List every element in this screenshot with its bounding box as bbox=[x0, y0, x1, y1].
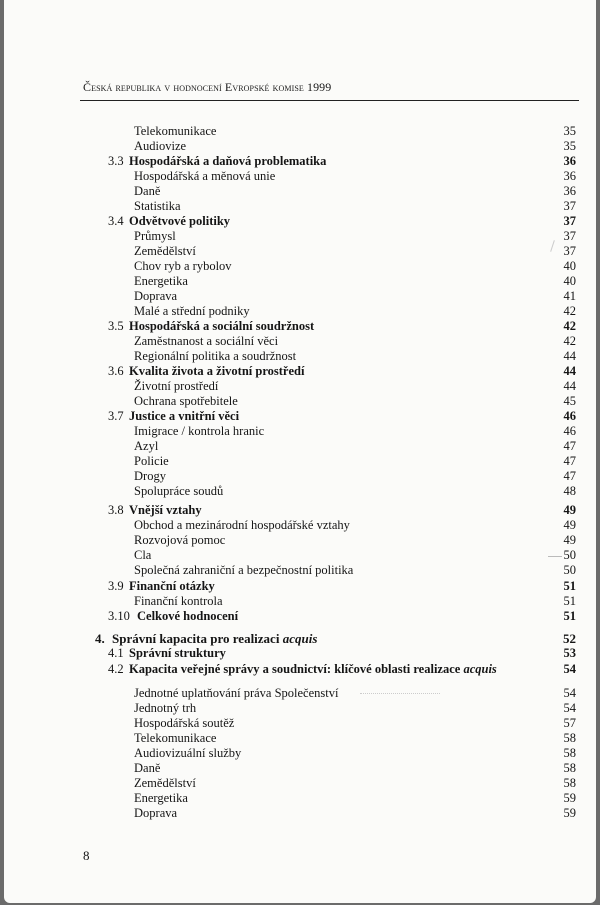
toc-entry-title bbox=[134, 334, 278, 349]
toc-entry-title-text: Imigrace / kontrola hranic bbox=[134, 424, 265, 438]
toc-entry-title bbox=[134, 484, 223, 499]
toc-entry bbox=[0, 646, 600, 661]
toc-entry-page: 37 bbox=[563, 229, 576, 243]
toc-entry-title-text: Odvětvové politiky bbox=[129, 214, 231, 228]
toc-entry-page: 51 bbox=[563, 579, 576, 593]
toc-entry-page: 44 bbox=[563, 349, 576, 363]
toc-entry-page: 59 bbox=[563, 791, 576, 805]
toc-entry bbox=[0, 184, 600, 199]
toc-entry-page: 58 bbox=[563, 761, 576, 775]
toc-entry-title bbox=[129, 646, 226, 661]
toc-entry-title-text: Daně bbox=[134, 184, 161, 198]
toc-entry-title-text: Audiovize bbox=[134, 139, 187, 153]
toc-entry-page: 37 bbox=[563, 244, 576, 258]
toc-entry-page: 44 bbox=[563, 379, 576, 393]
toc-entry-title bbox=[134, 761, 160, 776]
toc-entry-title bbox=[134, 731, 216, 746]
toc-entry-title bbox=[137, 609, 238, 624]
toc-entry bbox=[0, 349, 600, 364]
toc-entry-title-text: Audiovizuální služby bbox=[134, 746, 242, 760]
toc-entry bbox=[0, 364, 600, 379]
toc-entry-page: 47 bbox=[563, 439, 576, 453]
toc-entry-title-text: Životní prostředí bbox=[134, 379, 219, 393]
toc-entry-title-text: Průmysl bbox=[134, 229, 176, 243]
toc-entry-title-text: Jednotný trh bbox=[134, 701, 197, 715]
toc-entry-title-text: Regionální politika a soudržnost bbox=[134, 349, 297, 363]
toc-entry-page: 49 bbox=[563, 503, 576, 517]
toc-entry-number: 3.8 bbox=[108, 503, 124, 517]
toc-entry-title-text: Hospodářská a sociální soudržnost bbox=[129, 319, 315, 333]
toc-entry bbox=[0, 686, 600, 701]
toc-entry-title bbox=[134, 379, 218, 394]
toc-entry-title bbox=[134, 229, 176, 244]
toc-entry-title-text: Správní struktury bbox=[129, 646, 226, 660]
toc-entry bbox=[0, 169, 600, 184]
toc-entry-title bbox=[134, 716, 234, 731]
toc-entry-page: 54 bbox=[563, 686, 576, 700]
toc-entry-title-text: Daně bbox=[134, 761, 161, 775]
toc-entry-page: 35 bbox=[563, 124, 576, 138]
toc-entry-title bbox=[129, 662, 497, 677]
toc-entry bbox=[0, 409, 600, 424]
page-number: 8 bbox=[83, 848, 90, 863]
toc-entry-title-text: Drogy bbox=[134, 469, 166, 483]
toc-entry-title-text: Celkové hodnocení bbox=[137, 609, 239, 623]
toc-entry-title-text: Doprava bbox=[134, 806, 178, 820]
toc-entry bbox=[0, 731, 600, 746]
toc-entry-title bbox=[134, 439, 158, 454]
toc-entry bbox=[0, 439, 600, 454]
toc-entry-page: 44 bbox=[563, 364, 576, 378]
toc-entry-title bbox=[134, 424, 264, 439]
toc-entry bbox=[0, 289, 600, 304]
toc-entry-page: 58 bbox=[563, 731, 576, 745]
toc-entry bbox=[0, 124, 600, 139]
toc-entry bbox=[0, 579, 600, 594]
toc-entry-page: 50 bbox=[563, 563, 576, 577]
toc-entry-title bbox=[134, 806, 177, 821]
toc-entry-page: 49 bbox=[563, 533, 576, 547]
toc-entry bbox=[0, 319, 600, 334]
running-header-title: Česká republika v hodnocení Evropské komise 1999 bbox=[83, 80, 332, 94]
toc-entry-page: 45 bbox=[563, 394, 576, 408]
toc-entry-title bbox=[134, 518, 350, 533]
toc-entry bbox=[0, 662, 600, 677]
toc-entry-title bbox=[134, 454, 169, 469]
toc-entry-page: 40 bbox=[563, 259, 576, 273]
toc-entry-title bbox=[134, 124, 216, 139]
toc-entry bbox=[0, 259, 600, 274]
toc-entry-page: 35 bbox=[563, 139, 576, 153]
toc-entry-page: 51 bbox=[563, 594, 576, 608]
toc-entry-title bbox=[134, 184, 160, 199]
toc-entry-title-text: Justice a vnitřní věci bbox=[129, 409, 240, 423]
toc-entry-page: 59 bbox=[563, 806, 576, 820]
toc-entry bbox=[0, 701, 600, 716]
toc-entry-number: 3.7 bbox=[108, 409, 124, 423]
toc-entry bbox=[0, 761, 600, 776]
toc-entry-title-text: Statistika bbox=[134, 199, 181, 213]
toc-entry-title-text: Obchod a mezinárodní hospodářské vztahy bbox=[134, 518, 350, 532]
toc-entry bbox=[0, 139, 600, 154]
toc-entry bbox=[0, 518, 600, 533]
toc-entry-title bbox=[134, 791, 188, 806]
toc-entry-title-text: Kvalita života a životní prostředí bbox=[129, 364, 305, 378]
toc-entry-title bbox=[129, 409, 239, 424]
toc-entry-title-text: Ochrana spotřebitele bbox=[134, 394, 238, 408]
toc-entry-title-text: Jednotné uplatňování práva Společenství bbox=[134, 686, 339, 700]
toc-entry-page: 54 bbox=[563, 701, 576, 715]
scan-mark bbox=[548, 556, 562, 557]
toc-entry-title bbox=[134, 469, 166, 484]
toc-entry-number: 3.9 bbox=[108, 579, 124, 593]
toc-entry bbox=[0, 229, 600, 244]
toc-entry-title bbox=[129, 214, 230, 229]
toc-entry-title bbox=[134, 274, 188, 289]
toc-entry-title-italic: acquis bbox=[463, 662, 497, 676]
toc-entry-number: 4. bbox=[95, 631, 105, 646]
toc-entry-page: 57 bbox=[563, 716, 576, 730]
toc-entry bbox=[0, 746, 600, 761]
toc-entry-title bbox=[129, 579, 215, 594]
toc-entry-page: 40 bbox=[563, 274, 576, 288]
toc-entry bbox=[0, 154, 600, 169]
toc-entry bbox=[0, 304, 600, 319]
toc-entry bbox=[0, 776, 600, 791]
toc-entry bbox=[0, 244, 600, 259]
toc-entry bbox=[0, 548, 600, 563]
toc-entry-title-text: Finanční kontrola bbox=[134, 594, 223, 608]
toc-entry-title bbox=[134, 304, 250, 319]
toc-entry-title-text: Zemědělství bbox=[134, 244, 196, 258]
toc-entry-title bbox=[134, 533, 225, 548]
toc-entry-page: 46 bbox=[563, 424, 576, 438]
toc-entry-title-text: Společná zahraniční a bezpečnostní politika bbox=[134, 563, 354, 577]
toc-entry bbox=[0, 533, 600, 548]
toc-entry-title-text: Rozvojová pomoc bbox=[134, 533, 226, 547]
toc-entry-title bbox=[129, 503, 202, 518]
toc-entry-page: 54 bbox=[563, 662, 576, 676]
toc-entry-title-text: Zemědělství bbox=[134, 776, 196, 790]
toc-entry bbox=[0, 563, 600, 578]
toc-entry-title-text: Telekomunikace bbox=[134, 731, 217, 745]
toc-entry bbox=[0, 334, 600, 349]
toc-entry-page: 47 bbox=[563, 454, 576, 468]
toc-entry-page: 51 bbox=[563, 609, 576, 623]
toc-entry-title-text: Energetika bbox=[134, 791, 188, 805]
toc-entry-title bbox=[134, 394, 238, 409]
toc-entry bbox=[0, 274, 600, 289]
toc-entry bbox=[0, 631, 600, 646]
toc-entry-title-text: Telekomunikace bbox=[134, 124, 217, 138]
toc-entry-title bbox=[134, 548, 151, 563]
toc-entry-title bbox=[134, 259, 232, 274]
toc-entry bbox=[0, 609, 600, 624]
toc-entry-number: 3.10 bbox=[108, 609, 130, 623]
toc-entry-title-text: Vnější vztahy bbox=[129, 503, 202, 517]
toc-entry-title-text: Doprava bbox=[134, 289, 178, 303]
toc-entry bbox=[0, 424, 600, 439]
toc-entry-title bbox=[129, 154, 326, 169]
toc-entry bbox=[0, 214, 600, 229]
toc-entry-title bbox=[129, 319, 314, 334]
scan-dots bbox=[360, 693, 440, 694]
toc-entry-page: 52 bbox=[563, 631, 576, 646]
toc-entry-title bbox=[134, 244, 196, 259]
toc-entry-number: 3.5 bbox=[108, 319, 124, 333]
toc-entry-page: 42 bbox=[563, 319, 576, 333]
toc-entry-title bbox=[134, 594, 223, 609]
toc-entry-page: 58 bbox=[563, 776, 576, 790]
toc-entry-page: 53 bbox=[563, 646, 576, 660]
toc-entry-title-text: Malé a střední podniky bbox=[134, 304, 250, 318]
toc-entry-title-text: Hospodářská a daňová problematika bbox=[129, 154, 327, 168]
toc-entry-title-text: Azyl bbox=[134, 439, 159, 453]
toc-entry-title bbox=[134, 349, 296, 364]
toc-entry-title bbox=[134, 199, 181, 214]
toc-entry-title-text: Policie bbox=[134, 454, 169, 468]
toc-entry-title bbox=[134, 686, 338, 701]
toc-entry-page: 46 bbox=[563, 409, 576, 423]
toc-entry bbox=[0, 594, 600, 609]
toc-entry-number: 4.1 bbox=[108, 646, 124, 660]
toc-entry bbox=[0, 394, 600, 409]
toc-entry-title bbox=[134, 776, 196, 791]
toc-entry-number: 3.3 bbox=[108, 154, 124, 168]
toc-entry-number: 3.6 bbox=[108, 364, 124, 378]
toc-entry-page: 36 bbox=[563, 154, 576, 168]
toc-entry-title-text: Zaměstnanost a sociální věci bbox=[134, 334, 279, 348]
toc-entry bbox=[0, 199, 600, 214]
toc-entry bbox=[0, 379, 600, 394]
toc-entry-title-text: Spolupráce soudů bbox=[134, 484, 224, 498]
toc-entry-page: 50 bbox=[563, 548, 576, 562]
scan-speck bbox=[500, 472, 512, 506]
toc-entry-title-text: Chov ryb a rybolov bbox=[134, 259, 232, 273]
toc-entry-page: 36 bbox=[563, 184, 576, 198]
toc-entry-number: 3.4 bbox=[108, 214, 124, 228]
toc-entry-page: 37 bbox=[563, 214, 576, 228]
toc-entry-page: 42 bbox=[563, 304, 576, 318]
toc-entry-page: 48 bbox=[563, 484, 576, 498]
toc-entry-title-text: Hospodářská a měnová unie bbox=[134, 169, 276, 183]
toc-entry-title-text: Kapacita veřejné správy a soudnictví: klíčové oblasti realizace bbox=[129, 662, 464, 676]
toc-entry-title-text: Hospodářská soutěž bbox=[134, 716, 235, 730]
toc-entry bbox=[0, 806, 600, 821]
toc-entry-page: 37 bbox=[563, 199, 576, 213]
toc-entry-title bbox=[134, 701, 196, 716]
toc-entry-number: 4.2 bbox=[108, 662, 124, 676]
toc-entry-page: 47 bbox=[563, 469, 576, 483]
toc-entry bbox=[0, 716, 600, 731]
toc-entry-title bbox=[134, 139, 186, 154]
toc-entry-title-text: Cla bbox=[134, 548, 152, 562]
toc-entry-title-text: Správní kapacita pro realizaci bbox=[112, 631, 283, 646]
toc-entry-title-text: Energetika bbox=[134, 274, 188, 288]
toc-entry-title bbox=[134, 746, 241, 761]
toc-entry-page: 41 bbox=[563, 289, 576, 303]
toc-entry-title-italic: acquis bbox=[282, 631, 318, 646]
toc-entry-title bbox=[134, 169, 275, 184]
toc-entry-page: 36 bbox=[563, 169, 576, 183]
toc-entry-page: 42 bbox=[563, 334, 576, 348]
toc-entry-page: 58 bbox=[563, 746, 576, 760]
toc-entry-page: 49 bbox=[563, 518, 576, 532]
toc-entry-title-text: Finanční otázky bbox=[129, 579, 215, 593]
toc-entry-title bbox=[129, 364, 304, 379]
toc-entry bbox=[0, 791, 600, 806]
toc-entry-title bbox=[134, 563, 353, 578]
toc-entry-title bbox=[134, 289, 177, 304]
toc-entry-title bbox=[112, 631, 317, 646]
toc-entry bbox=[0, 454, 600, 469]
